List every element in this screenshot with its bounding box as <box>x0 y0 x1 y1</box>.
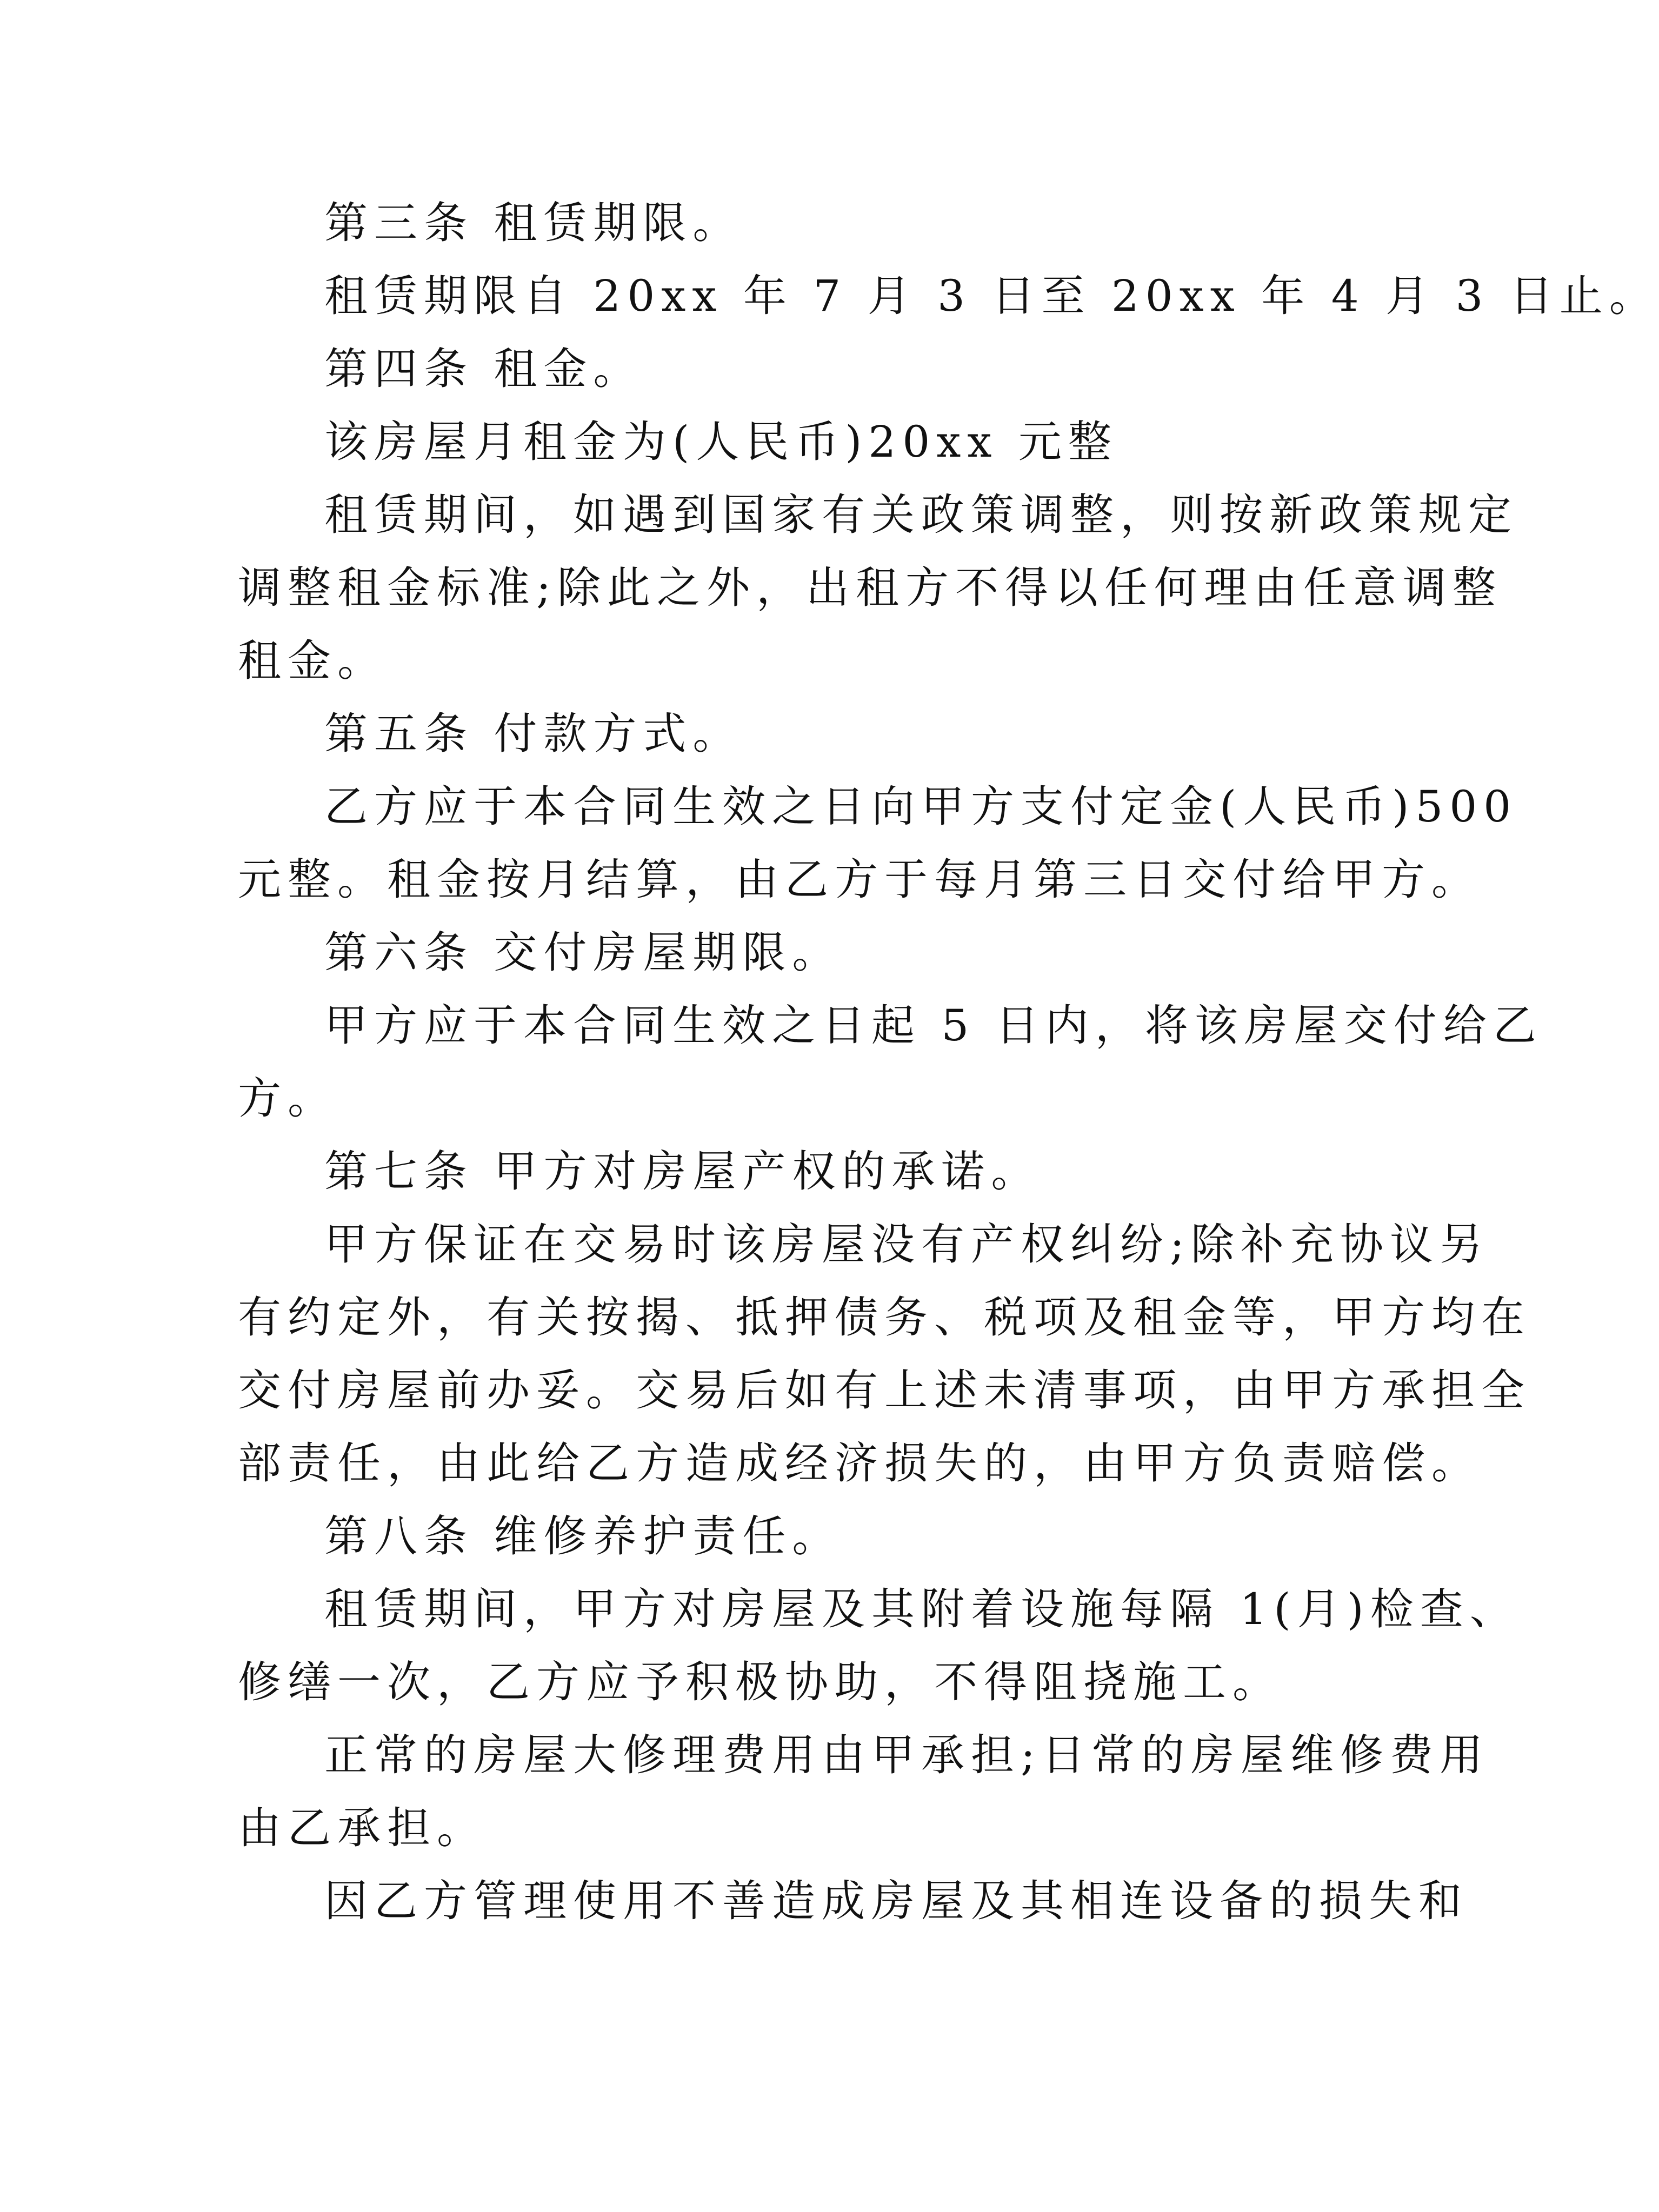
paragraph-line: 租赁期间，甲方对房屋及其附着设施每隔 1(月)检查、 <box>324 1584 1520 1634</box>
paragraph-line: 乙方应于本合同生效之日向甲方支付定金(人民币)500 <box>324 781 1518 832</box>
paragraph-line: 正常的房屋大修理费用由甲承担;日常的房屋维修费用 <box>324 1730 1489 1780</box>
paragraph-line: 交付房屋前办妥。交易后如有上述未清事项，由甲方承担全 <box>238 1365 1531 1415</box>
paragraph-line: 租赁期间，如遇到国家有关政策调整，则按新政策规定 <box>324 490 1518 540</box>
document-body <box>238 186 1659 1937</box>
clause-heading: 第四条 租金。 <box>324 344 643 394</box>
paragraph-line: 甲方应于本合同生效之日起 5 日内，将该房屋交付给乙 <box>324 1000 1543 1051</box>
clause-heading: 第七条 甲方对房屋产权的承诺。 <box>324 1146 1041 1197</box>
paragraph-line: 该房屋月租金为(人民币)20xx 元整 <box>324 417 1118 467</box>
paragraph-line: 元整。租金按月结算，由乙方于每月第三日交付给甲方。 <box>238 854 1481 905</box>
clause-heading: 第八条 维修养护责任。 <box>324 1511 842 1561</box>
paragraph-line: 调整租金标准;除此之外，出租方不得以任何理由任意调整 <box>238 563 1502 613</box>
paragraph-line: 由乙承担。 <box>238 1803 487 1853</box>
clause-heading: 第五条 付款方式。 <box>324 709 743 759</box>
paragraph-line: 部责任，由此给乙方造成经济损失的，由甲方负责赔偿。 <box>238 1438 1481 1488</box>
paragraph-line: 甲方保证在交易时该房屋没有产权纠纷;除补充协议另 <box>324 1219 1489 1269</box>
paragraph-line: 修缮一次，乙方应予积极协助，不得阻挠施工。 <box>238 1657 1282 1707</box>
clause-heading: 第三条 租赁期限。 <box>324 198 743 248</box>
paragraph-line: 租赁期限自 20xx 年 7 月 3 日至 20xx 年 4 月 3 日止。 <box>324 271 1659 321</box>
paragraph-line: 租金。 <box>238 636 387 686</box>
paragraph-line: 因乙方管理使用不善造成房屋及其相连设备的损失和 <box>324 1876 1468 1926</box>
clause-heading: 第六条 交付房屋期限。 <box>324 927 842 978</box>
paragraph-line: 有约定外，有关按揭、抵押债务、税项及租金等，甲方均在 <box>238 1292 1531 1342</box>
paragraph-line: 方。 <box>238 1073 337 1124</box>
